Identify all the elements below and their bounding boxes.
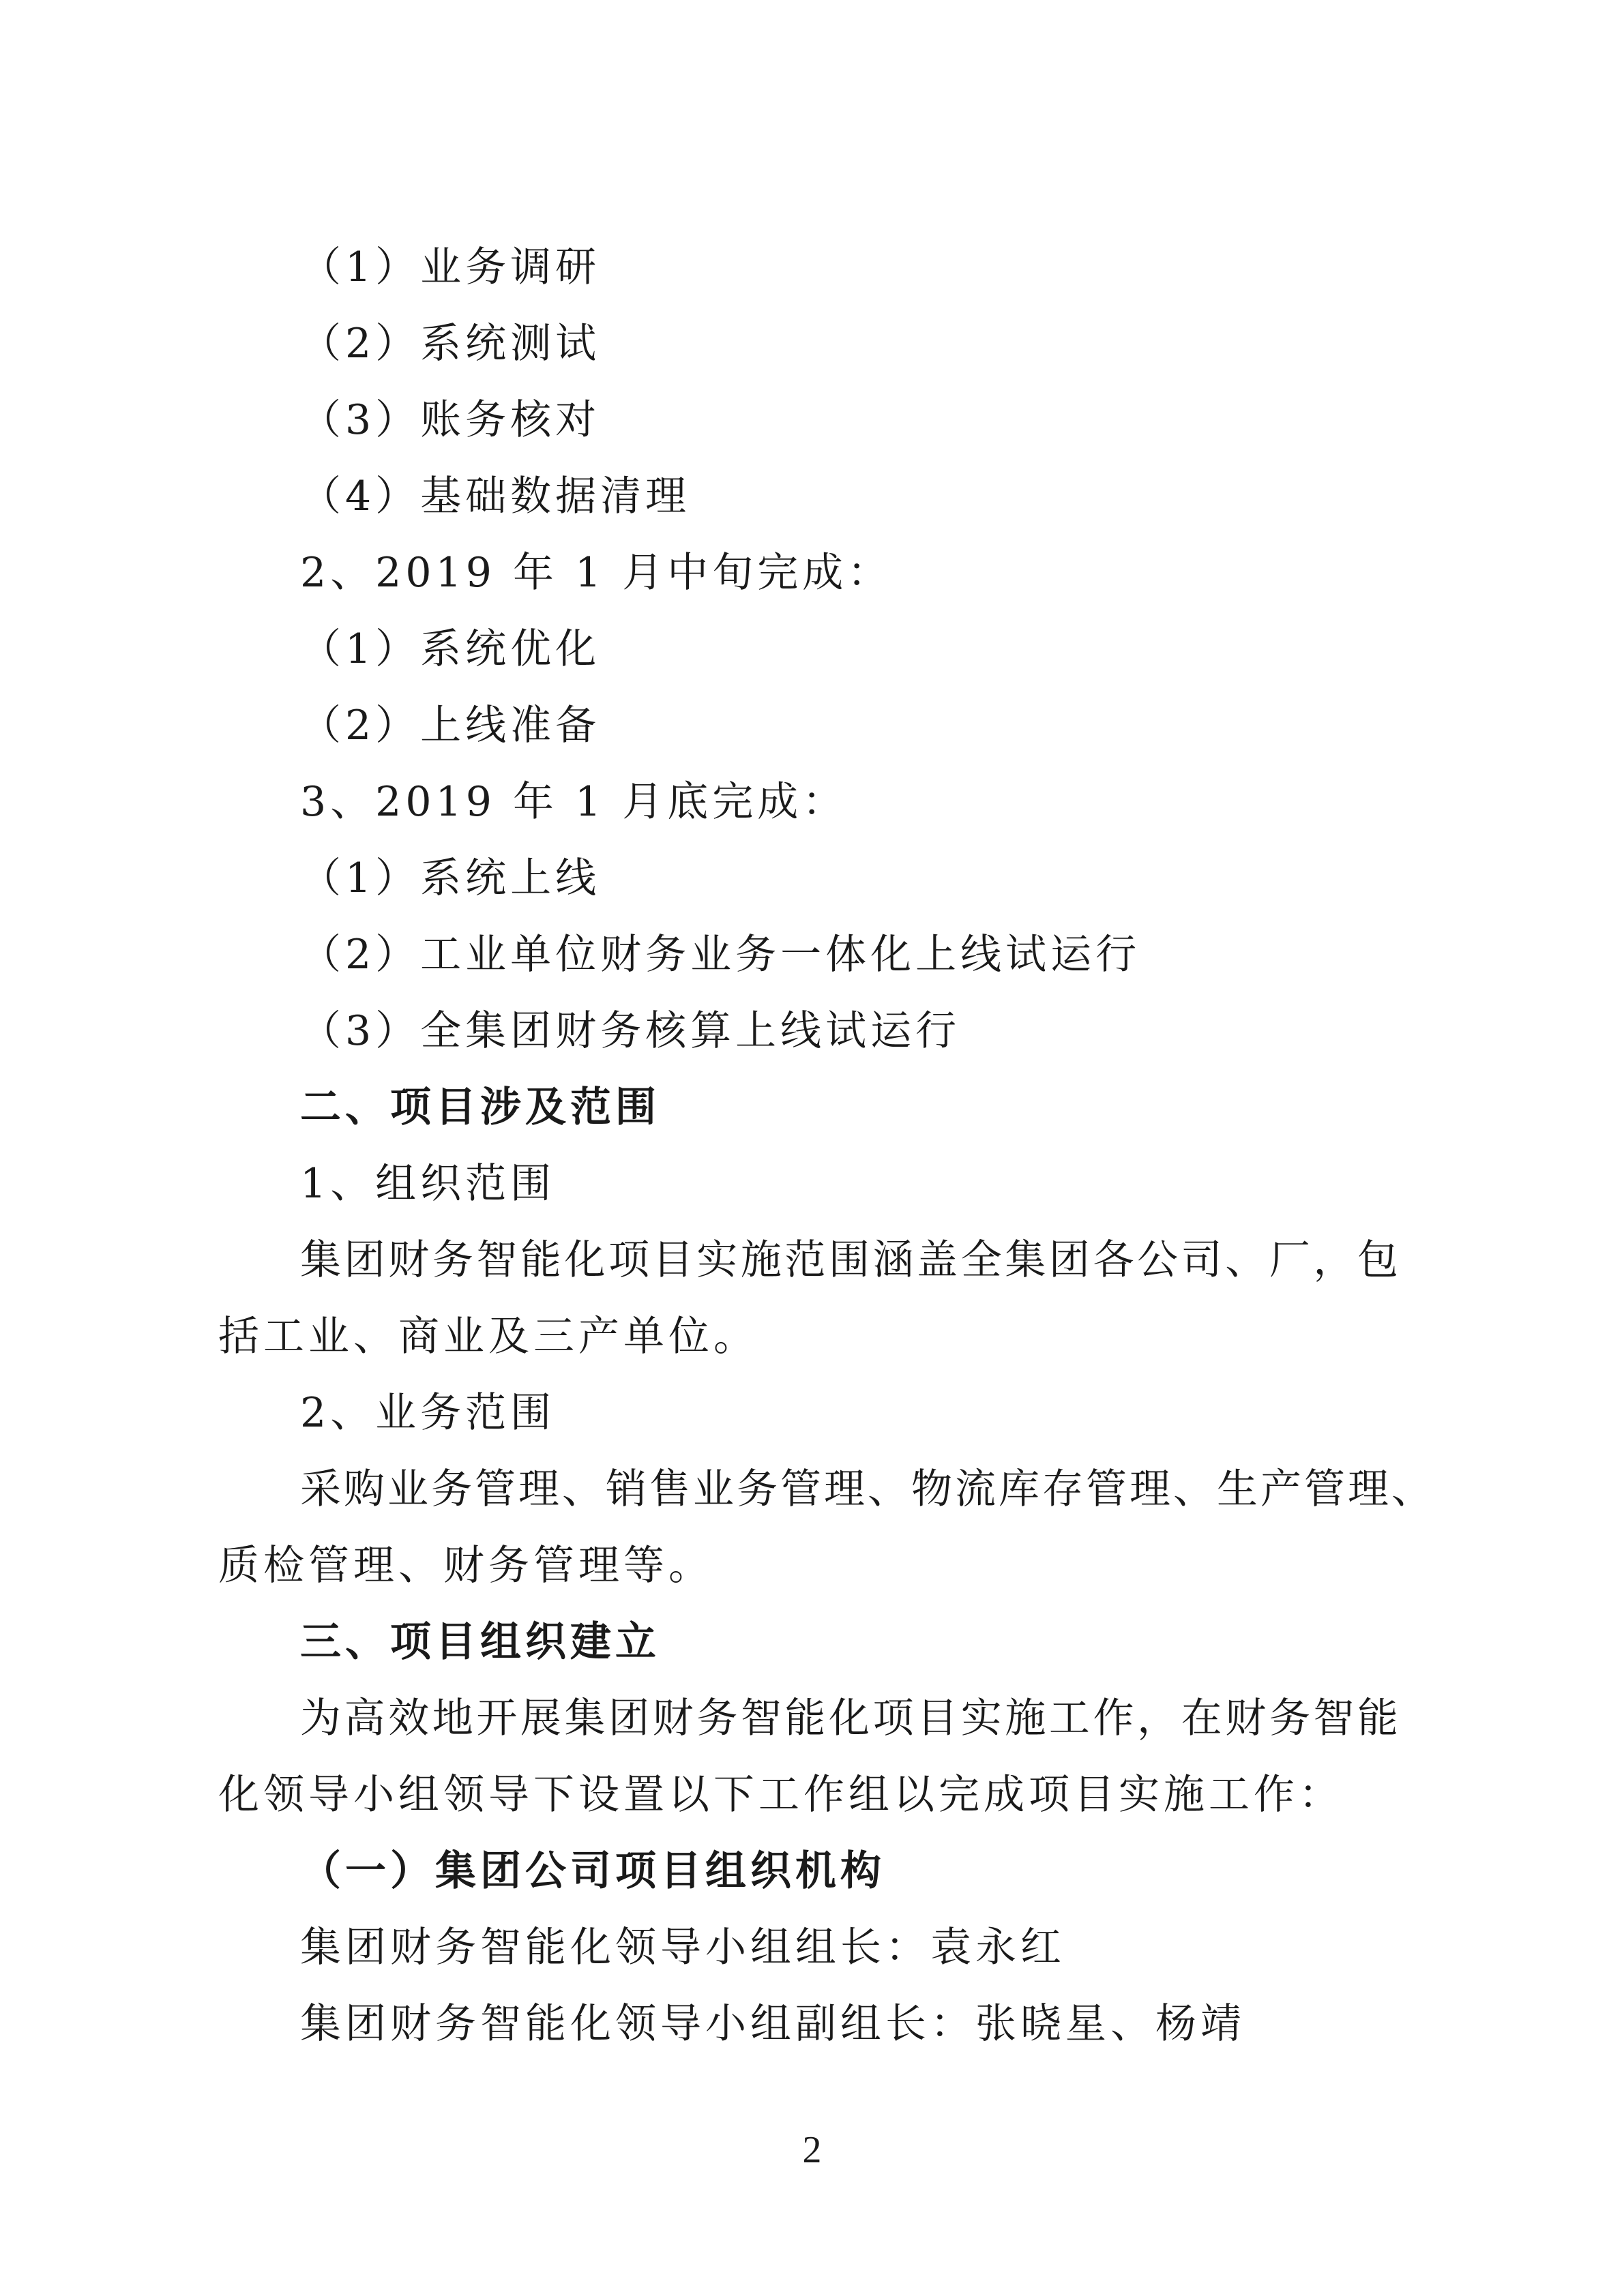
list-item-business-research: （1）业务调研 — [300, 243, 601, 291]
milestone-mid-january: 2、2019 年 1 月中旬完成： — [300, 549, 893, 597]
section-heading-scope: 二、项目涉及范围 — [300, 1084, 660, 1131]
paragraph-organization-line2: 化领导小组领导下设置以下工作组以完成项目实施工作： — [218, 1771, 1344, 1819]
subheading-business-scope: 2、业务范围 — [300, 1389, 556, 1437]
section-heading-organization: 三、项目组织建立 — [300, 1618, 660, 1666]
list-item-system-testing: （2）系统测试 — [300, 320, 601, 368]
paragraph-org-scope-line2: 括工业、商业及三产单位。 — [218, 1313, 758, 1360]
page-number: 2 — [802, 2129, 822, 2171]
subheading-org-scope: 1、组织范围 — [300, 1160, 556, 1208]
paragraph-org-scope-line1: 集团财务智能化项目实施范围涵盖全集团各公司、厂，包 — [300, 1236, 1401, 1284]
list-item-account-reconciliation: （3）账务核对 — [300, 396, 601, 444]
list-item-industrial-trial: （2）工业单位财务业务一体化上线试运行 — [300, 931, 1141, 979]
paragraph-business-scope-line2: 质检管理、财务管理等。 — [218, 1542, 713, 1590]
list-item-system-launch: （1）系统上线 — [300, 854, 601, 902]
list-item-data-cleanup: （4）基础数据清理 — [300, 473, 691, 520]
deputy-leader-line: 集团财务智能化领导小组副组长：张晓星、杨靖 — [300, 2000, 1245, 2048]
list-item-group-accounting-trial: （3）全集团财务核算上线试运行 — [300, 1007, 961, 1055]
paragraph-business-scope-line1: 采购业务管理、销售业务管理、物流库存管理、生产管理、 — [300, 1465, 1435, 1513]
milestone-end-january: 3、2019 年 1 月底完成： — [300, 778, 848, 826]
list-item-launch-preparation: （2）上线准备 — [300, 702, 601, 749]
paragraph-organization-line1: 为高效地开展集团财务智能化项目实施工作，在财务智能 — [300, 1695, 1401, 1742]
leader-line: 集团财务智能化领导小组组长：袁永红 — [300, 1924, 1065, 1971]
subsection-heading-group-org: （一）集团公司项目组织机构 — [300, 1847, 885, 1895]
list-item-system-optimization: （1）系统优化 — [300, 625, 601, 673]
